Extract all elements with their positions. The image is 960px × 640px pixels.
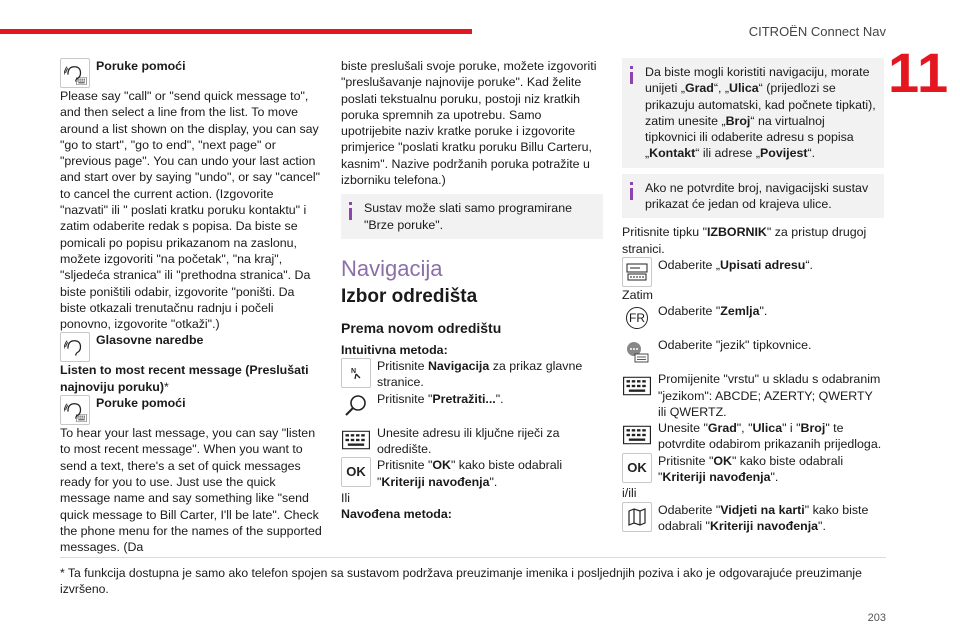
- or-label: Ili: [341, 490, 350, 505]
- heading-new-destination: Prema novom odredištu: [341, 319, 502, 336]
- voice-commands-row: [60, 332, 322, 362]
- step-keyboard-language: Odaberite "jezik" tipkovnice.: [622, 337, 884, 367]
- page-header-title: CITROËN Connect Nav: [748, 24, 886, 39]
- svg-text:N: N: [351, 368, 357, 376]
- step-enter-city-street: Unesite "Grad", "Ulica" i "Broj" te potvrdite odabirom prikazanih prijedloga.: [622, 420, 884, 453]
- guided-method-label: Navođena metoda:: [341, 507, 452, 522]
- heading-destination-choice: Izbor odredišta: [341, 286, 478, 308]
- address-entry-icon: [622, 257, 652, 287]
- navigation-icon: [341, 358, 371, 388]
- keyboard-icon: [622, 371, 652, 401]
- chapter-number: 11: [888, 41, 950, 104]
- keyboard-icon: [341, 425, 371, 455]
- step-country: FR Odaberite "Zemlja".: [622, 303, 884, 333]
- intuitive-method-label: Intuitivna metoda:: [341, 342, 448, 357]
- column-3: [622, 58, 884, 534]
- search-icon: [341, 391, 371, 421]
- footnote: * Ta funkcija dostupna je samo ako telefon spojen sa sustavom podržava preuzimanje imenika i posljednjih poziva i ako je odgovarajuće preuzimanje izvršeno.: [60, 557, 886, 597]
- step-ok: OK Pritisnite "OK" kako biste odabrali "Kriteriji navođenja".: [341, 457, 603, 490]
- info-icon: [349, 200, 352, 233]
- step-enter-address-menu: Odaberite „Upisati adresu“.: [622, 257, 884, 287]
- voice-help-label: Poruke pomoći: [96, 396, 186, 411]
- country-fr-icon: FR: [622, 303, 652, 333]
- ok-button-icon: OK: [341, 457, 371, 487]
- voice-commands-label: Glasovne naredbe: [96, 333, 204, 348]
- voice-help-icon: [60, 58, 90, 88]
- voice-command-icon: [60, 332, 90, 362]
- voice-help-label: Poruke pomoći: [96, 59, 186, 73]
- voice-help-text-continued: biste preslušali svoje poruke, možete izgovoriti "preslušavanje najnovije poruke". Kad želite poslati tekstualnu poruku, postoji niz kratkih poruka spremnih za upotrebu. Samo upotrijebite naziv kratke poruke i izgovorite primjerice "poslati kratku poruku Billu Carteru, kasnim". Nazive podržanih poruka potražite u izborniku telefona.): [341, 59, 597, 188]
- command-listen-message: Listen to most recent message (Preslušati najnoviju poruku)*: [60, 363, 309, 394]
- info-box-confirm-number: Ako ne potvrdite broj, navigacijski sustav prikazat će jedan od krajeva ulice.: [622, 174, 884, 219]
- header-accent-bar: [0, 29, 472, 34]
- keyboard-language-icon: [622, 337, 652, 367]
- info-quick-text: Sustav može slati samo programirane "Brze poruke".: [364, 201, 572, 232]
- section-heading-navigation: Navigacija: [341, 255, 443, 281]
- step-search: Pritisnite "Pretražiti...".: [341, 391, 603, 421]
- column-2: [341, 58, 603, 523]
- ok-button-icon: OK: [622, 453, 652, 483]
- voice-help-icon: [60, 395, 90, 425]
- voice-help-text-2: To hear your last message, you can say "listen to most recent message". When you want to send a text, there's a set of quick messages ready for you to use. Just use the quick message name and say something like "send quick message to Bill Carter, I'll be late". Check the phone menu for the names of the supported messages. (Da: [60, 426, 322, 555]
- then-label: Zatim: [622, 287, 653, 302]
- info-box-quick-messages: [341, 194, 603, 239]
- page-number: 203: [867, 612, 886, 624]
- menu-instruction: Pritisnite tipku "IZBORNIK" za pristup drugoj stranici.: [622, 225, 867, 256]
- info-icon: [630, 64, 633, 162]
- step-keyboard-type: Promijenite "vrstu" u skladu s odabranim "jezikom": ABCDE; AZERTY; QWERTY ili QWERTZ.: [622, 371, 884, 420]
- step-navigation: N Pritisnite Navigacija za prikaz glavne stranice.: [341, 358, 603, 391]
- keyboard-icon: [622, 420, 652, 450]
- voice-help-row-1: [60, 58, 322, 88]
- info-icon: [630, 180, 633, 213]
- voice-help-row-2: [60, 395, 322, 425]
- step-ok-criteria: OK Pritisnite "OK" kako biste odabrali "Kriteriji navođenja".: [622, 453, 884, 486]
- info-box-navigation: Da biste mogli koristiti navigaciju, morate unijeti „Grad“, „Ulica“ (prijedlozi se prikazuju automatski, kad počnete tipkati), zatim unesite „Broj“ na virtualnoj tipkovnici ili odaberite adresu s popisa „Kontakt“ ili adrese „Povijest“.: [622, 58, 884, 168]
- step-view-map: Odaberite "Vidjeti na karti" kako biste odabrali "Kriteriji navođenja".: [622, 502, 884, 535]
- map-view-icon: [622, 502, 652, 532]
- and-or-label: i/ili: [622, 486, 637, 501]
- column-1: [60, 58, 322, 555]
- voice-help-text-1: Please say "call" or "send quick message to", and then select a line from the list. To move around a list shown on the display, you can say "go to start", "go to end", "next page" or "previous page". You can undo your last action and start over by saying "undo", or say "cancel" to cancel the current action. (Izgovorite "nazvati" ili " poslati kratku poruku kontaktu" i zatim odaberite redak s popisa. Da biste se pomicali po popisu prikazanom na zaslonu, možete izgovoriti "na početak", "na kraj", "sljedeća stranica" ili "prethodna stranica". Da biste poništili odabir, izgovorite "poništi. Da biste otkazali trenutačnu radnju i počeli ponovno, izgovorite "otkaži".): [60, 89, 321, 332]
- step-enter-address: Unesite adresu ili ključne riječi za odredište.: [341, 425, 603, 458]
